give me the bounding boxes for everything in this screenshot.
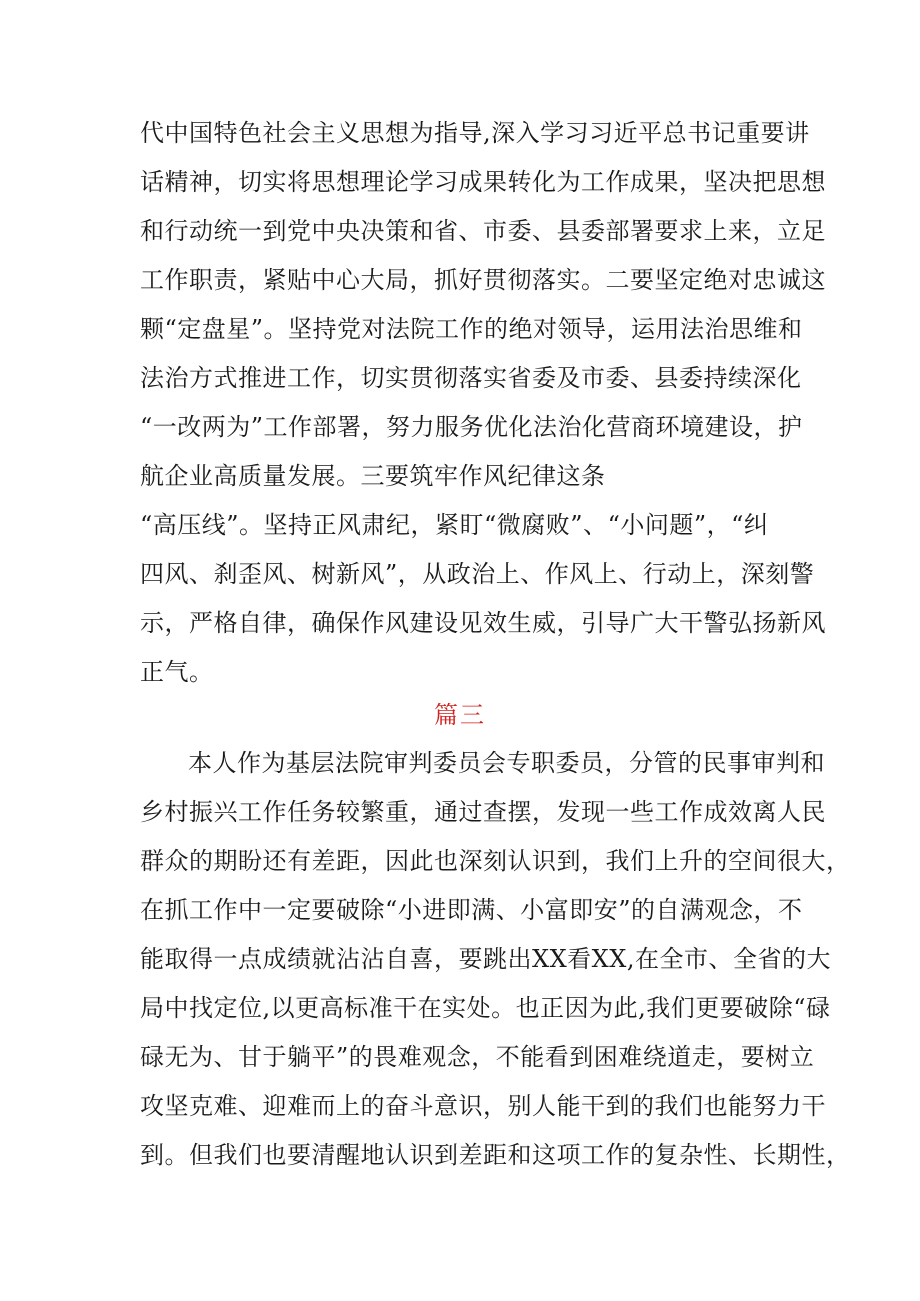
paragraph-line: 攻坚克难、迎难而上的奋斗意识，别人能干到的我们也能努力干 (140, 1092, 826, 1120)
paragraph-line: 碌无为、甘于躺平”的畏难观念，不能看到困难绕道走，要树立 (140, 1043, 815, 1071)
paragraph-line: 正气。 (140, 658, 214, 686)
paragraph-line: 颗“定盘星”。坚持党对法院工作的绝对领导，运用法治思维和 (140, 315, 803, 343)
paragraph-line: 和行动统一到党中央决策和省、市委、县委部署要求上来，立足 (140, 217, 826, 245)
paragraph-line: 在抓工作中一定要破除“小进即满、小富即安”的自满观念，不 (140, 896, 803, 924)
paragraph-line: 航企业高质量发展。三要筑牢作风纪律这条 (140, 462, 606, 490)
paragraph-line: “一改两为”工作部署，努力服务优化法治化营商环境建设，护 (140, 413, 803, 441)
paragraph-line: 工作职责，紧贴中心大局，抓好贯彻落实。二要坚定绝对忠诚这 (140, 266, 826, 294)
paragraph-line: 群众的期盼还有差距，因此也深刻认识到，我们上升的空间很大， (140, 847, 851, 875)
paragraph-line: 四风、刹歪风、树新风”，从政治上、作风上、行动上，深刻警 (140, 560, 815, 588)
paragraph-line: 局中找定位,以更高标准干在实处。也正因为此,我们更要破除“碌 (140, 994, 831, 1022)
paragraph-line: 到。但我们也要清醒地认识到差距和这项工作的复杂性、长期性， (140, 1141, 851, 1169)
paragraph-line: 示，严格自律，确保作风建设见效生威，引导广大干警弘扬新风 (140, 609, 826, 637)
paragraph-line: “高压线”。坚持正风肃纪，紧盯“微腐败”、“小问题”，“纠 (140, 511, 769, 539)
paragraph-line: 法治方式推进工作，切实贯彻落实省委及市委、县委持续深化 (140, 364, 802, 392)
paragraph-line: 本人作为基层法院审判委员会专职委员，分管的民事审判和 (188, 749, 825, 777)
paragraph-line: 代中国特色社会主义思想为指导,深入学习习近平总书记重要讲 (140, 119, 810, 147)
paragraph-line: 乡村振兴工作任务较繁重，通过查摆，发现一些工作成效离人民 (140, 798, 826, 826)
section-heading: 篇三 (434, 701, 486, 729)
paragraph-line: 话精神，切实将思想理论学习成果转化为工作成果，坚决把思想 (140, 168, 826, 196)
paragraph-line: 能取得一点成绩就沾沾自喜，要跳出XX看XX,在全市、全省的大 (140, 945, 831, 973)
